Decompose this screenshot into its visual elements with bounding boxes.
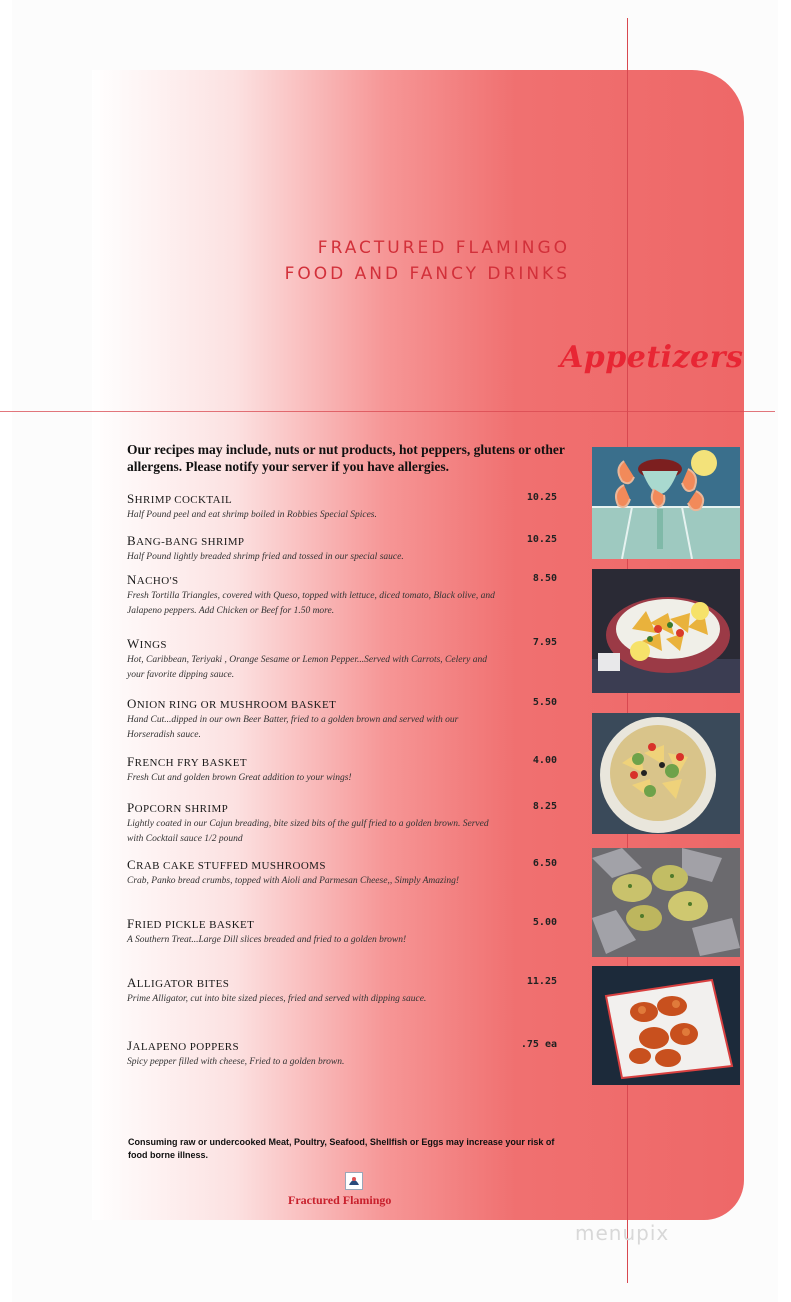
item-name: ONION RING OR MUSHROOM BASKET [127, 696, 337, 711]
item-price: 5.00 [532, 917, 557, 928]
item-name: BANG-BANG SHRIMP [127, 533, 245, 548]
menu-item-fried-pickle-basket [127, 917, 557, 948]
item-name: SHRIMP COCKTAIL [127, 491, 233, 506]
allergen-notice: Our recipes may include, nuts or nut products, hot peppers, glutens or other allergens. Please notify your server if you have allergies. [127, 442, 565, 474]
item-price: 8.50 [532, 573, 557, 584]
menu-item-alligator-bites [127, 976, 557, 1007]
menu-item-french-fry-basket [127, 755, 557, 786]
footer-brand-name: Fractured Flamingo [288, 1193, 392, 1207]
menu-item-crab-cake-mushrooms [127, 858, 557, 889]
item-description: Spicy pepper filled with cheese, Fried to a golden brown. [127, 1057, 345, 1067]
item-price: 11.25 [526, 976, 557, 987]
item-name: WINGS [127, 636, 167, 651]
item-description: Hand Cut...dipped in our own Beer Batter, fried to a golden brown and served with our Horseradish sauce. [127, 715, 459, 740]
item-price: 5.50 [532, 697, 557, 708]
item-description: Hot, Caribbean, Teriyaki , Orange Sesame or Lemon Pepper...Served with Carrots, Celery and your favorite dipping sauce. [127, 655, 488, 680]
item-name: POPCORN SHRIMP [127, 800, 229, 815]
menu-item-onion-mushroom-basket [127, 697, 557, 743]
item-description: Half Pound peel and eat shrimp boiled in Robbies Special Spices. [127, 510, 377, 520]
item-description: Half Pound lightly breaded shrimp fried and tossed in our special sauce. [127, 552, 404, 562]
item-price: 4.00 [532, 755, 557, 766]
menu-item-nachos [127, 573, 557, 619]
item-price: 8.25 [532, 801, 557, 812]
menu-item-jalapeno-poppers [127, 1039, 557, 1070]
item-price: 7.95 [532, 637, 557, 648]
menu-item-bang-bang-shrimp [127, 534, 557, 565]
section-title: Appetizers [560, 340, 744, 375]
item-price: .75 ea [520, 1039, 557, 1050]
shrimp-cocktail-photo [592, 447, 740, 559]
item-description: Lightly coated in our Cajun breading, bite sized bits of the gulf fried to a golden brown. Served with Cocktail sauce 1/2 pound [127, 819, 489, 844]
item-name: CRAB CAKE STUFFED MUSHROOMS [127, 857, 326, 872]
menu-item-wings [127, 637, 557, 683]
item-price: 10.25 [526, 534, 557, 545]
watermark: menupix [575, 1221, 670, 1245]
item-description: Crab, Panko bread crumbs, topped with Aioli and Parmesan Cheese,, Simply Amazing! [127, 876, 460, 886]
item-description: Prime Alligator, cut into bite sized pieces, fried and served with dipping sauce. [127, 994, 427, 1004]
menu-item-popcorn-shrimp [127, 801, 557, 847]
item-name: NACHO'S [127, 572, 179, 587]
flamingo-logo-icon [345, 1172, 363, 1190]
item-name: ALLIGATOR BITES [127, 975, 230, 990]
restaurant-title-line2: FOOD AND FANCY DRINKS [284, 264, 570, 284]
item-name: FRIED PICKLE BASKET [127, 916, 255, 931]
nachos-plate-photo [592, 713, 740, 834]
item-name: JALAPENO POPPERS [127, 1038, 240, 1053]
item-price: 10.25 [526, 492, 557, 503]
menu-item-shrimp-cocktail [127, 492, 557, 523]
item-description: Fresh Tortilla Triangles, covered with Queso, topped with lettuce, diced tomato, Black olive, and Jalapeno peppers. Add Chicken or Beef for 1.50 more. [127, 591, 495, 616]
stuffed-mushrooms-photo [592, 848, 740, 957]
item-description: A Southern Treat...Large Dill slices breaded and fried to a golden brown! [127, 935, 407, 945]
item-description: Fresh Cut and golden brown Great addition to your wings! [127, 773, 352, 783]
food-safety-disclaimer: Consuming raw or undercooked Meat, Poultry, Seafood, Shellfish or Eggs may increase your risk of food borne illness. [128, 1137, 555, 1160]
nachos-basket-photo [592, 569, 740, 693]
item-price: 6.50 [532, 858, 557, 869]
item-name: FRENCH FRY BASKET [127, 754, 247, 769]
horizontal-rule [0, 411, 775, 412]
wings-basket-photo [592, 966, 740, 1085]
restaurant-title-line1: FRACTURED FLAMINGO [317, 238, 570, 258]
